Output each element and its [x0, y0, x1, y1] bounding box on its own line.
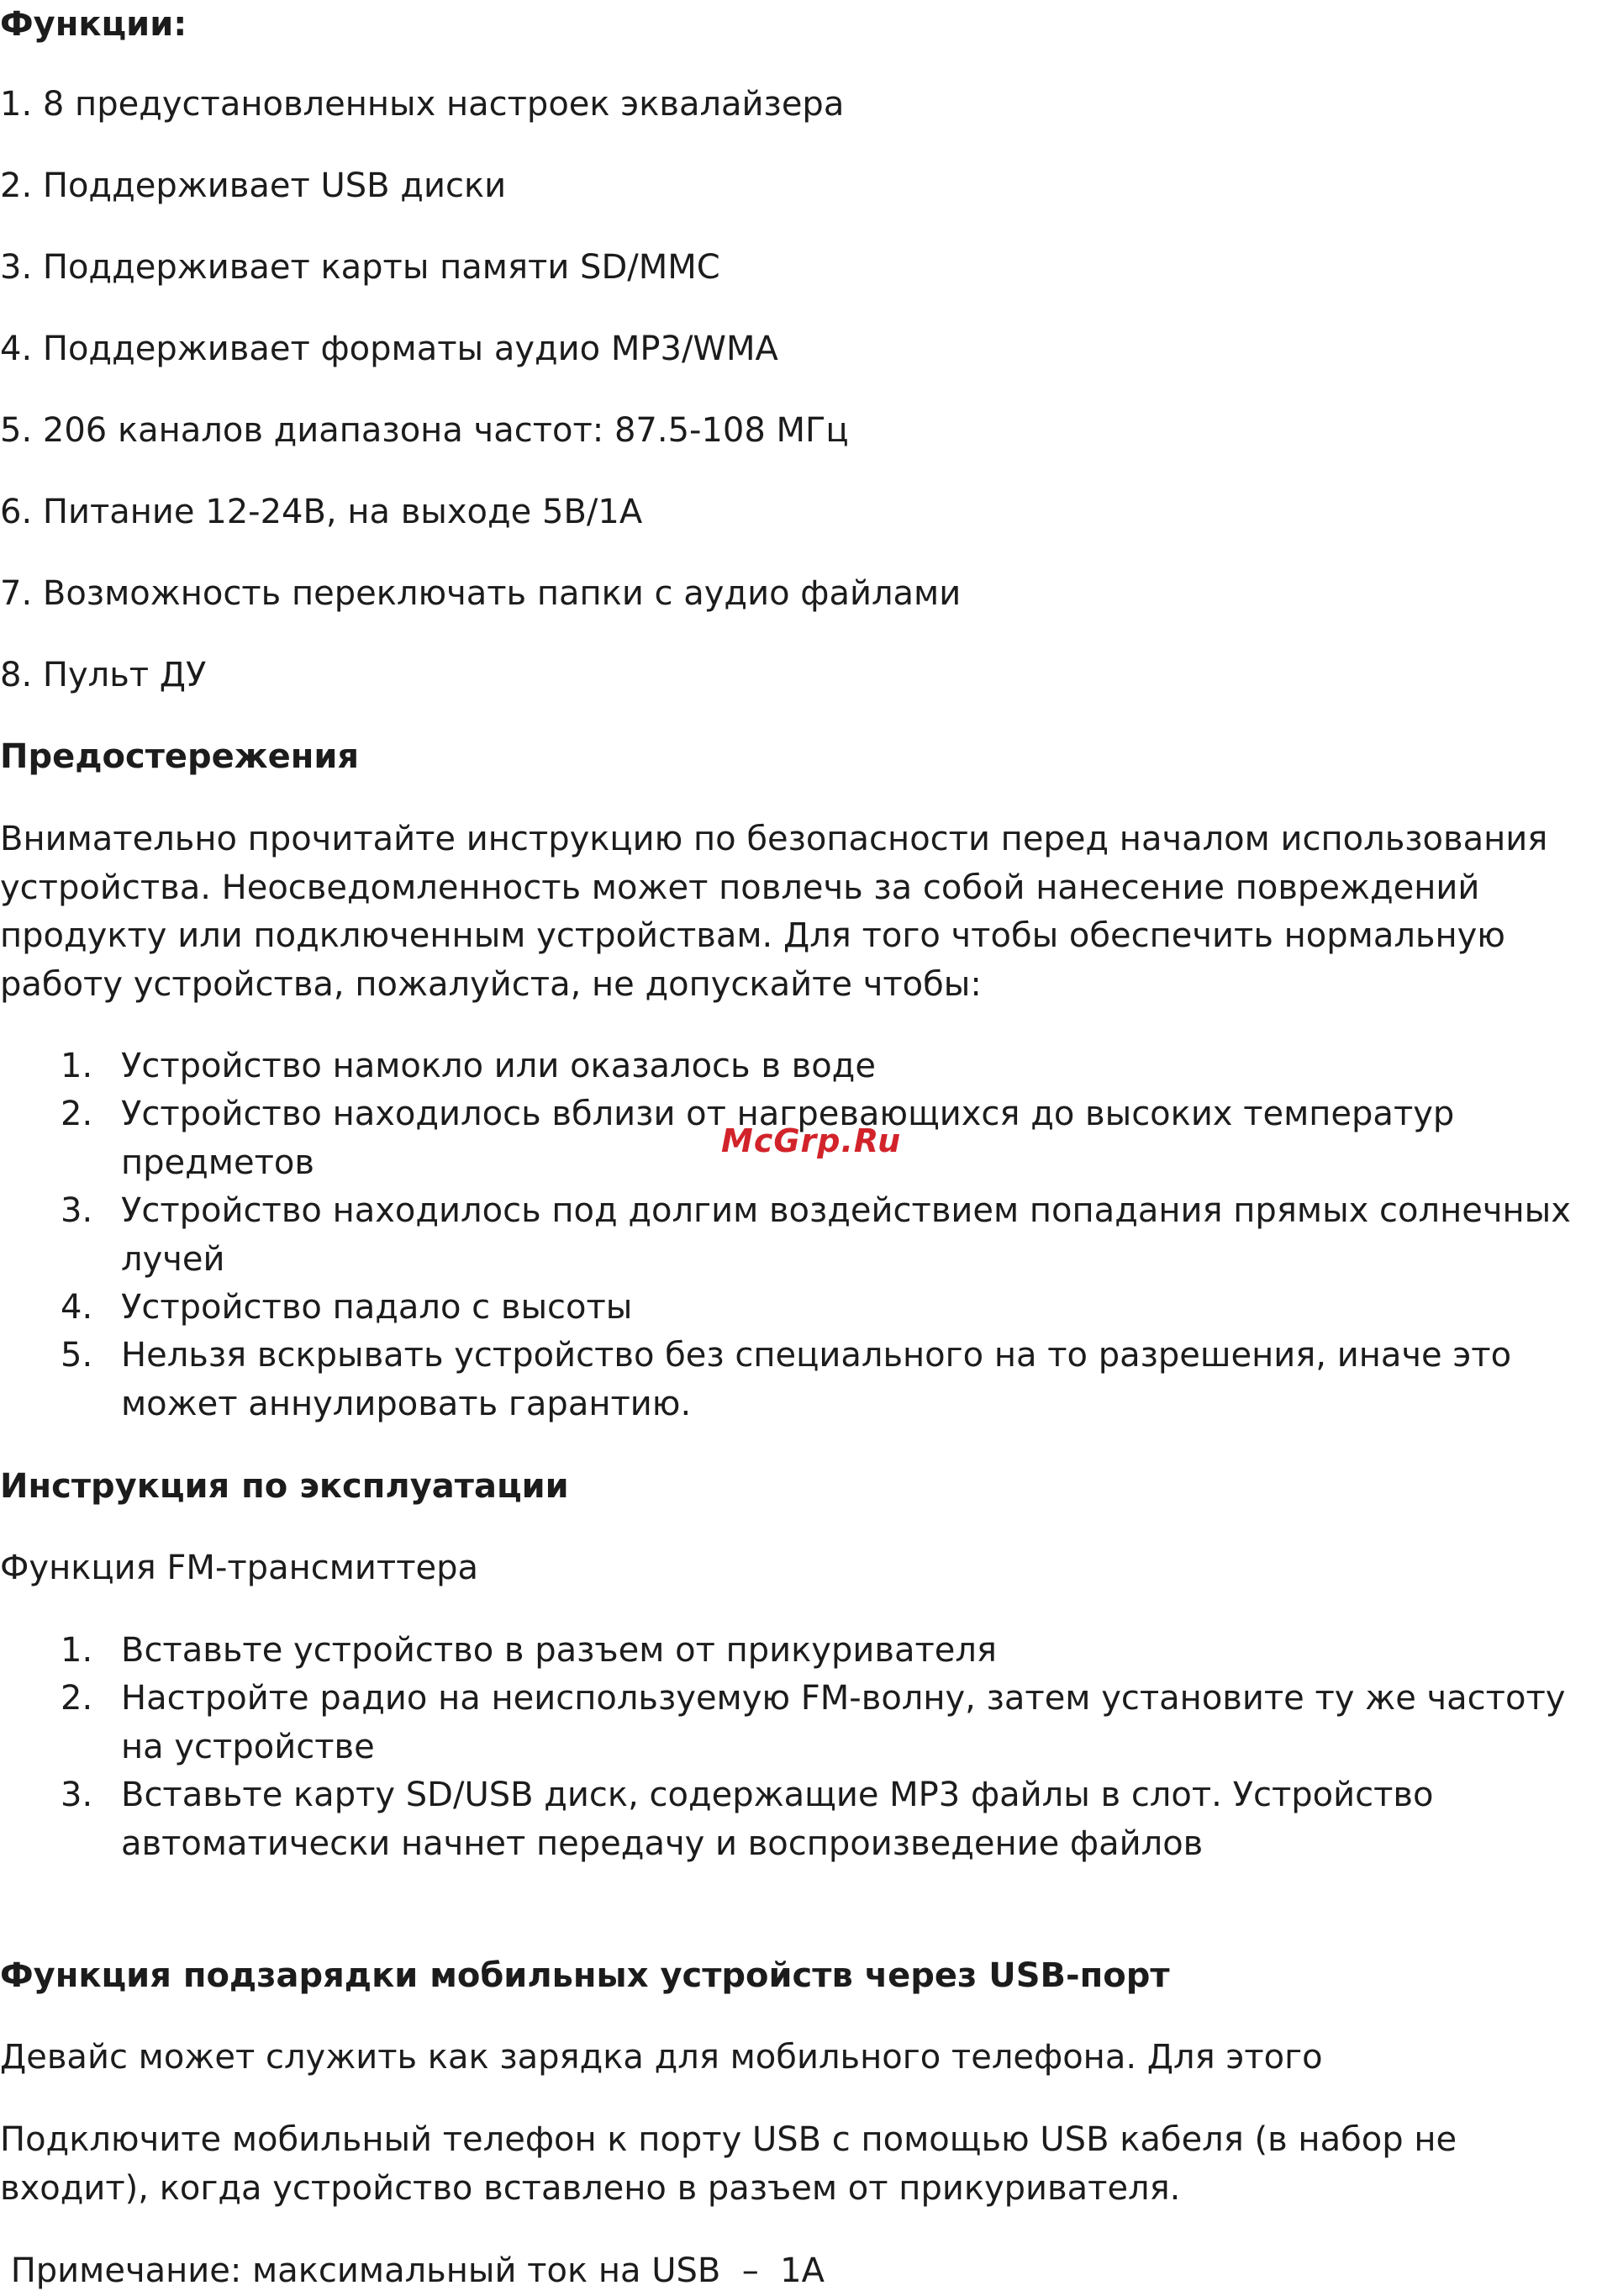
list-number: 3. [61, 1776, 93, 1814]
functions-item-8: 8. Пульт ДУ [0, 656, 207, 694]
functions-item-3: 3. Поддерживает карты памяти SD/MMC [0, 248, 720, 287]
functions-item-1: 1. 8 предустановленных настроек эквалайзера [0, 85, 845, 124]
list-text: Нельзя вскрывать устройство без специального на то разрешения, иначе это может аннулировать гарантию. [121, 1336, 1512, 1423]
list-text: Устройство находилось вблизи от нагревающихся до высоких температур предметов [121, 1095, 1455, 1182]
list-number: 2. [61, 1679, 93, 1718]
list-text: Вставьте устройство в разъем от прикуривателя [121, 1631, 997, 1670]
instructions-list-item-1 [0, 1627, 1580, 1676]
charging-heading: Функция подзарядки мобильных устройств через USB-порт [0, 1956, 1170, 1995]
list-text: Устройство падало с высоты [121, 1288, 633, 1327]
instructions-list-item-2 [0, 1675, 1580, 1771]
charging-paragraph-2: Подключите мобильный телефон к порту USB с помощью USB кабеля (в набор не входит), когда устройство вставлено в разъем от прикуривателя. [0, 2120, 1457, 2208]
functions-item-4: 4. Поддерживает форматы аудио MP3/WMA [0, 330, 778, 368]
charging-note: Примечание: максимальный ток на USB – 1А [0, 2251, 825, 2290]
functions-item-7: 7. Возможность переключать папки с аудио файлами [0, 574, 962, 613]
warnings-list-item-5 [0, 1332, 1580, 1428]
warnings-list-item-1 [0, 1042, 1580, 1091]
warnings-list-item-3 [0, 1187, 1580, 1284]
list-number: 3. [61, 1191, 93, 1230]
warnings-heading: Предостережения [0, 737, 360, 776]
instructions-subheading: Функция FM-трансмиттера [0, 1549, 479, 1587]
list-number: 5. [61, 1336, 93, 1375]
functions-item-2: 2. Поддерживает USB диски [0, 166, 507, 205]
list-text: Устройство намокло или оказалось в воде [121, 1047, 876, 1085]
list-number: 1. [61, 1631, 93, 1670]
functions-item-5: 5. 206 каналов диапазона частот: 87.5-108 МГц [0, 411, 849, 450]
functions-heading: Функции: [0, 5, 187, 44]
list-number: 1. [61, 1047, 93, 1085]
warnings-list-item-4 [0, 1284, 1580, 1333]
list-text: Устройство находилось под долгим воздействием попадания прямых солнечных лучей [121, 1191, 1571, 1279]
watermark-logo: McGrp.Ru [721, 1122, 902, 1159]
list-text: Вставьте карту SD/USB диск, содержащие MP3 файлы в слот. Устройство автоматически начнет передачу и воспроизведение файлов [121, 1776, 1434, 1863]
charging-paragraph-1: Девайс может служить как зарядка для мобильного телефона. Для этого [0, 2038, 1323, 2077]
list-number: 2. [61, 1095, 93, 1133]
instructions-list-item-3 [0, 1771, 1580, 1868]
instructions-heading: Инструкция по эксплуатации [0, 1467, 569, 1506]
functions-item-6: 6. Питание 12-24В, на выходе 5В/1А [0, 493, 643, 531]
list-number: 4. [61, 1288, 93, 1327]
warnings-intro: Внимательно прочитайте инструкцию по безопасности перед началом использования устройства. Неосведомленность может повлечь за собой нанесение повреждений продукту или подключенным устройствам. Для того чтобы обеспечить нормальную работу устройства, пожалуйста, не допускайте чтобы: [0, 820, 1548, 1004]
list-text: Настройте радио на неиспользуемую FM-волну, затем установите ту же частоту на устройстве [121, 1679, 1566, 1766]
